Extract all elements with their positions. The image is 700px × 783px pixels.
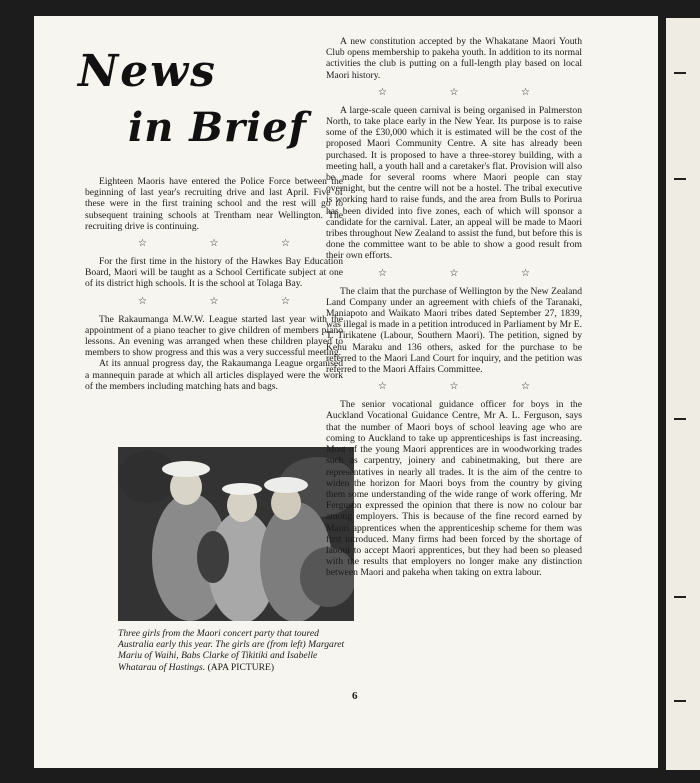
binding-mark bbox=[674, 178, 686, 180]
headline-line-2: in Brief bbox=[128, 104, 307, 151]
news-item: For the first time in the history of the Hawkes Bay Education Board, Maori will be taught as a School Certificate subject at one of its district high schools. It is the school at Tolaga Bay. bbox=[85, 256, 343, 290]
binding-mark bbox=[674, 700, 686, 702]
star-separator: ☆ ☆ ☆ bbox=[378, 86, 560, 98]
left-column bbox=[85, 176, 343, 392]
binding-mark bbox=[674, 418, 686, 420]
right-column bbox=[326, 36, 582, 579]
caption-text: Three girls from the Maori concert party that toured Australia early this year. The girls are (from left) Margaret Mariu of Waihi, Babs Clarke of Tikitiki and Isabelle Whatarau of Hastings. bbox=[118, 628, 345, 673]
page-number: 6 bbox=[352, 690, 358, 702]
headline bbox=[78, 46, 338, 166]
news-item: The Rakaumanga M.W.W. League started last year with the appointment of a piano teacher to give children of members piano lessons. An evening was arranged when these children played to members to show progress and this was a very successful meeting. bbox=[85, 313, 343, 359]
photo-credit: (APA PICTURE) bbox=[207, 661, 275, 673]
star-separator: ☆ ☆ ☆ bbox=[378, 381, 560, 393]
adjacent-page-edge bbox=[666, 18, 700, 770]
group-photo bbox=[118, 447, 354, 621]
news-item: A new constitution accepted by the Whakatane Maori Youth Club opens membership to pakeha youth. In addition to its normal activities the club is putting on a full-length play based on local Maori history. bbox=[326, 36, 582, 81]
headline-line-1: News bbox=[78, 46, 217, 97]
binding-mark bbox=[674, 72, 686, 74]
news-item: The senior vocational guidance officer for boys in the Auckland Vocational Guidance Centre, Mr A. L. Ferguson, says that the number of Maori boys of school leaving age who are coming to Auckland to take up apprenticeships is fast increasing. Most of the young Maori apprentices are in woodworking trades such as carpentry, joinery and cabinetmaking, but there are representatives in nearly all trades. It is the aim of the centre to widen the horizon for Maori boys from the country by giving them some understanding of the wide range of work offering. Mr Ferguson expressed the opinion that there is now no colour bar among employers. This is because of the fine record earned by Maori apprentices when the apprenticeship scheme for them was first introduced. Many firms had been forced by the shortage of labour to accept Maori apprentices, but they had been so pleased with the results that employers no longer make any distinction between Maori and pakeha when taking on extra labour. bbox=[326, 399, 582, 579]
star-separator: ☆ ☆ ☆ bbox=[138, 295, 320, 307]
star-separator: ☆ ☆ ☆ bbox=[378, 267, 560, 279]
news-item: A large-scale queen carnival is being organised in Palmerston North, to take place early in the New Year. Its purpose is to raise some of the £30,000 which it is estimated will be the cost of the proposed Maori Community Centre. A site has already been purchased. It is proposed to have a three-storey building, with a meeting hall, a youth hall and a caretaker's flat. Provision will also be made for several rooms where Maori people can stay overnight, but the centre will not be a hostel. The tribal executive is working hard to raise funds, and the area from Bulls to Porirua has been divided into five zones, each of which will sponsor a candidate for the carnival. Later, an appeal will be made to Maori tribes throughout New Zealand to assist the fund, but before this is done the committee want to be able to show a good result from their own efforts. bbox=[326, 104, 582, 262]
photo-caption bbox=[118, 628, 356, 673]
news-item: At its annual progress day, the Rakaumanga League organised a mannequin parade at which all articles displayed were the work of the members including matching hats and bags. bbox=[85, 358, 343, 392]
news-item: The claim that the purchase of Wellington by the New Zealand Land Company under an agreement with chiefs of the Taranaki, Maniapoto and Waikato Maori tribes dated September 27, 1839, was illegal is made in a petition introduced in Parliament by Mr E. T. Tirikatene (Labour, Southern Maori). The petition, signed by Kehu Maraku and 136 others, asked for the purchase to be referred to the Maori Land Court for inquiry, and the petition was referred to the Maori Affairs Committee. bbox=[326, 285, 582, 376]
binding-mark bbox=[674, 596, 686, 598]
star-separator: ☆ ☆ ☆ bbox=[138, 238, 320, 250]
news-item: Eighteen Maoris have entered the Police Force between the beginning of last year's recruiting drive and last April. Five of these were in the first training school and the rest will go to subsequent training schools at Trentham near Wellington. The recruiting drive is continuing. bbox=[85, 176, 343, 232]
